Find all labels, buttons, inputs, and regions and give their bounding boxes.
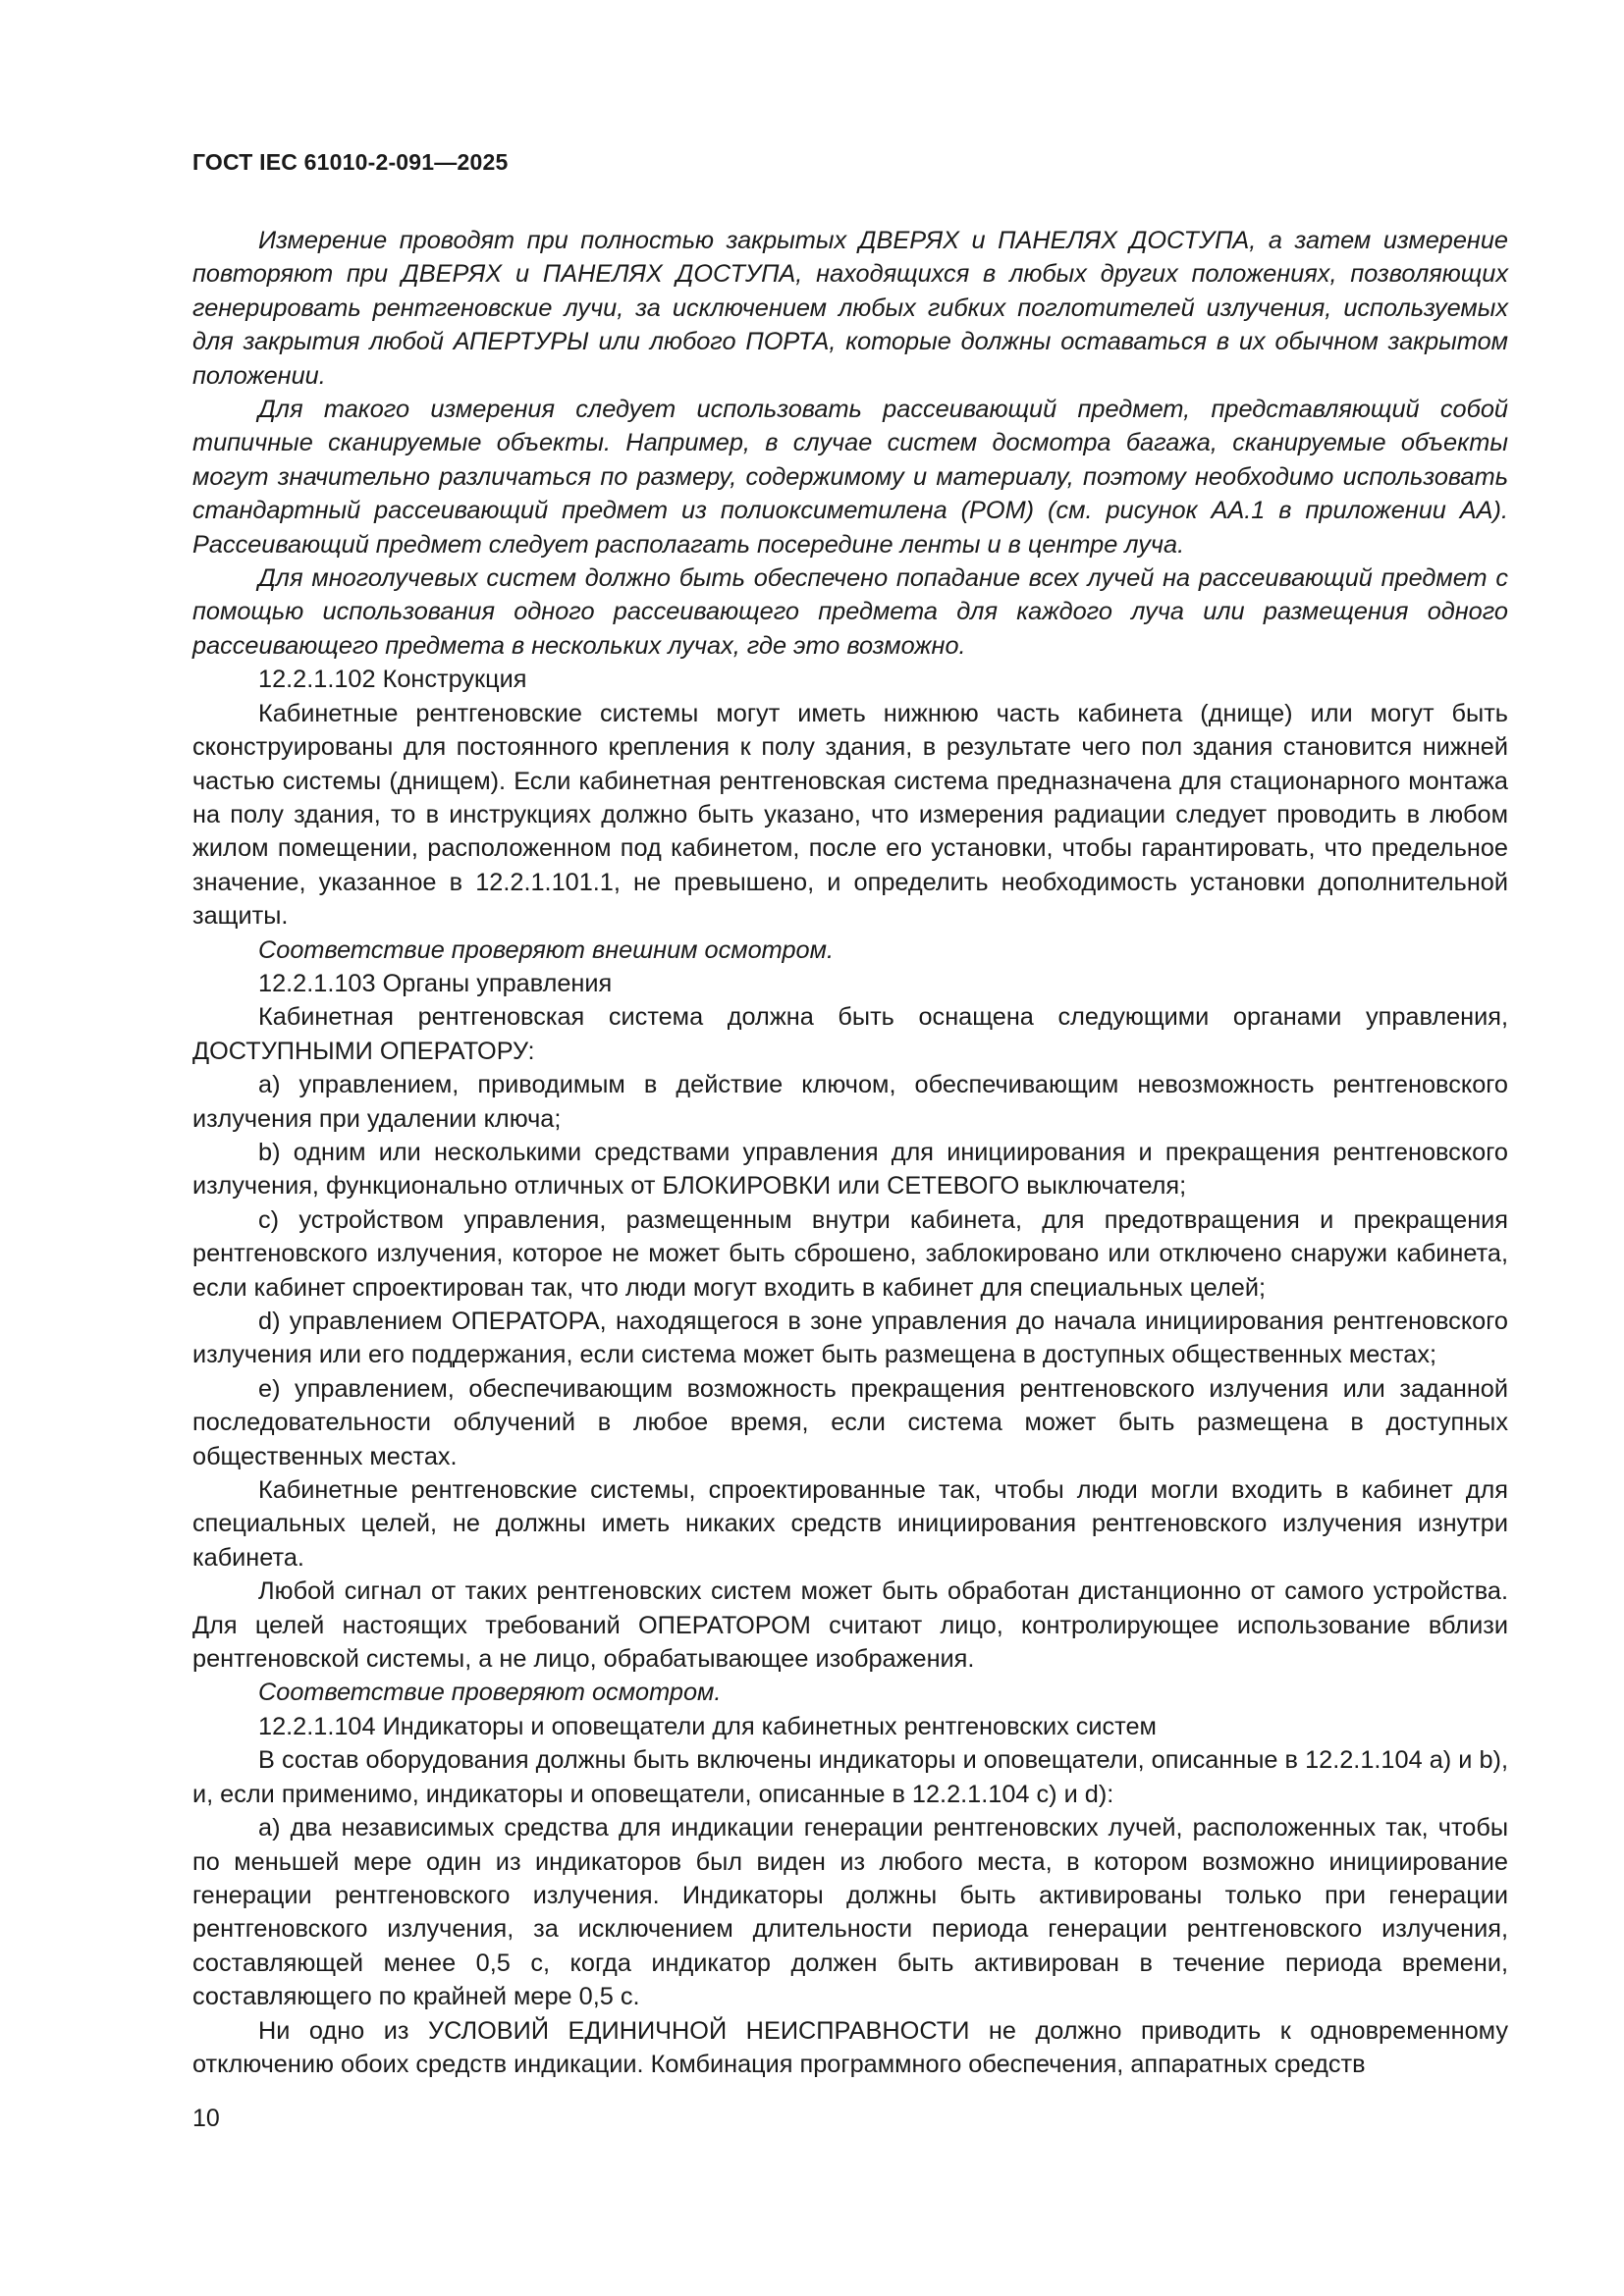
document-header: ГОСТ IEC 61010-2-091—2025	[192, 149, 509, 175]
list-item-a-indicators: a) два независимых средства для индикации генерации рентгеновских лучей, расположенных так, чтобы по меньшей мере один из индикаторов был виден из любого места, в котором возможно инициирование генерации рентгеновского излучения. Индикаторы должны быть активированы только при генерации рентгеновского излучения, за исключением длительности периода генерации рентгеновского излучения, составляющей менее 0,5 с, когда индикатор должен быть активирован в течение периода времени, составляющего по крайней мере 0,5 с.	[192, 1814, 1508, 2011]
section-heading-construction: 12.2.1.102 Конструкция	[258, 666, 527, 694]
section-heading-controls: 12.2.1.103 Органы управления	[258, 969, 613, 997]
paragraph-indicators-intro: В состав оборудования должны быть включены индикаторы и оповещатели, описанные в 12.2.1.104 a) и b), и, если применимо, индикаторы и оповещатели, описанные в 12.2.1.104 c) и d):	[192, 1746, 1509, 1808]
paragraph-single-fault: Ни одно из УСЛОВИЙ ЕДИНИЧНОЙ НЕИСПРАВНОСТИ не должно приводить к одновременному отключению обоих средств индикации. Комбинация программного обеспечения, аппаратных средств	[192, 2016, 1508, 2078]
paragraph-construction: Кабинетные рентгеновские системы могут иметь нижнюю часть кабинета (днище) или могут быть сконструированы для постоянного крепления к полу здания, в результате чего пол здания становится нижней частью системы (днищем). Если кабинетная рентгеновская система предназначена для стационарного монтажа на полу здания, то в инструкциях должно быть указано, что измерения радиации следует проводить в любом жилом помещении, расположенном под кабинетом, после его установки, чтобы гарантировать, что предельное значение, указанное в 12.2.1.101.1, не превышено, и определить необходимость установки дополнительной защиты.	[192, 699, 1508, 931]
list-item-e-termination-control: e) управлением, обеспечивающим возможность прекращения рентгеновского излучения или заданной последовательности облучений в любое время, если система может быть размещена в доступных общественных местах.	[192, 1374, 1508, 1470]
document-body	[192, 224, 1508, 2081]
paragraph-walk-in-cabinets: Кабинетные рентгеновские системы, спроектированные так, чтобы люди могли входить в кабинет для специальных целей, не должны иметь никаких средств инициирования рентгеновского излучения изнутри кабинета.	[192, 1476, 1508, 1572]
page-number: 10	[192, 2105, 220, 2132]
list-item-d-operator-control: d) управлением ОПЕРАТОРА, находящегося в зоне управления до начала инициирования рентгеновского излучения или его поддержания, если система может быть размещена в доступных общественных местах;	[192, 1308, 1508, 1369]
paragraph-multibeam-systems: Для многолучевых систем должно быть обеспечено попадание всех лучей на рассеивающий предмет с помощью использования одного рассеивающего предмета для каждого луча или размещения одного рассеивающего предмета в нескольких лучах, где это возможно.	[192, 564, 1508, 660]
paragraph-remote-signal: Любой сигнал от таких рентгеновских систем может быть обработан дистанционно от самого устройства. Для целей настоящих требований ОПЕРАТОРОМ считают лицо, контролирующее использование вблизи рентгеновской системы, а не лицо, обрабатывающее изображения.	[192, 1577, 1508, 1674]
list-item-b-start-stop-control: b) одним или несколькими средствами управления для инициирования и прекращения рентгеновского излучения, функционально отличных от БЛОКИРОВКИ или СЕТЕВОГО выключателя;	[192, 1138, 1508, 1201]
section-heading-indicators: 12.2.1.104 Индикаторы и оповещатели для кабинетных рентгеновских систем	[258, 1712, 1157, 1740]
compliance-note-external-inspection: Соответствие проверяют внешним осмотром.	[258, 935, 834, 964]
paragraph-measurement-conditions: Измерение проводят при полностью закрытых ДВЕРЯХ и ПАНЕЛЯХ ДОСТУПА, а затем измерение повторяют при ДВЕРЯХ и ПАНЕЛЯХ ДОСТУПА, находящихся в любых других положениях, позволяющих генерировать рентгеновские лучи, за исключением любых гибких поглотителей излучения, используемых для закрытия любой АПЕРТУРЫ или любого ПОРТА, которые должны оставаться в их обычном закрытом положении.	[192, 227, 1508, 390]
list-item-c-inside-control: c) устройством управления, размещенным внутри кабинета, для предотвращения и прекращения рентгеновского излучения, которое не может быть сброшено, заблокировано или отключено снаружи кабинета, если кабинет спроектирован так, что люди могут входить в кабинет для специальных целей;	[192, 1205, 1508, 1302]
paragraph-scattering-object: Для такого измерения следует использовать рассеивающий предмет, представляющий собой типичные сканируемые объекты. Например, в случае систем досмотра багажа, сканируемые объекты могут значительно различаться по размеру, содержимому и материалу, поэтому необходимо использовать стандартный рассеивающий предмет из полиоксиметилена (РОМ) (см. рисунок АА.1 в приложении АА). Рассеивающий предмет следует располагать посередине ленты и в центре луча.	[192, 396, 1508, 559]
list-item-a-key-control: a) управлением, приводимым в действие ключом, обеспечивающим невозможность рентгеновского излучения при удалении ключа;	[192, 1071, 1508, 1133]
paragraph-controls-intro: Кабинетная рентгеновская система должна быть оснащена следующими органами управления, ДОСТУПНЫМИ ОПЕРАТОРУ:	[192, 1003, 1508, 1065]
compliance-note-inspection: Соответствие проверяют осмотром.	[258, 1679, 722, 1707]
